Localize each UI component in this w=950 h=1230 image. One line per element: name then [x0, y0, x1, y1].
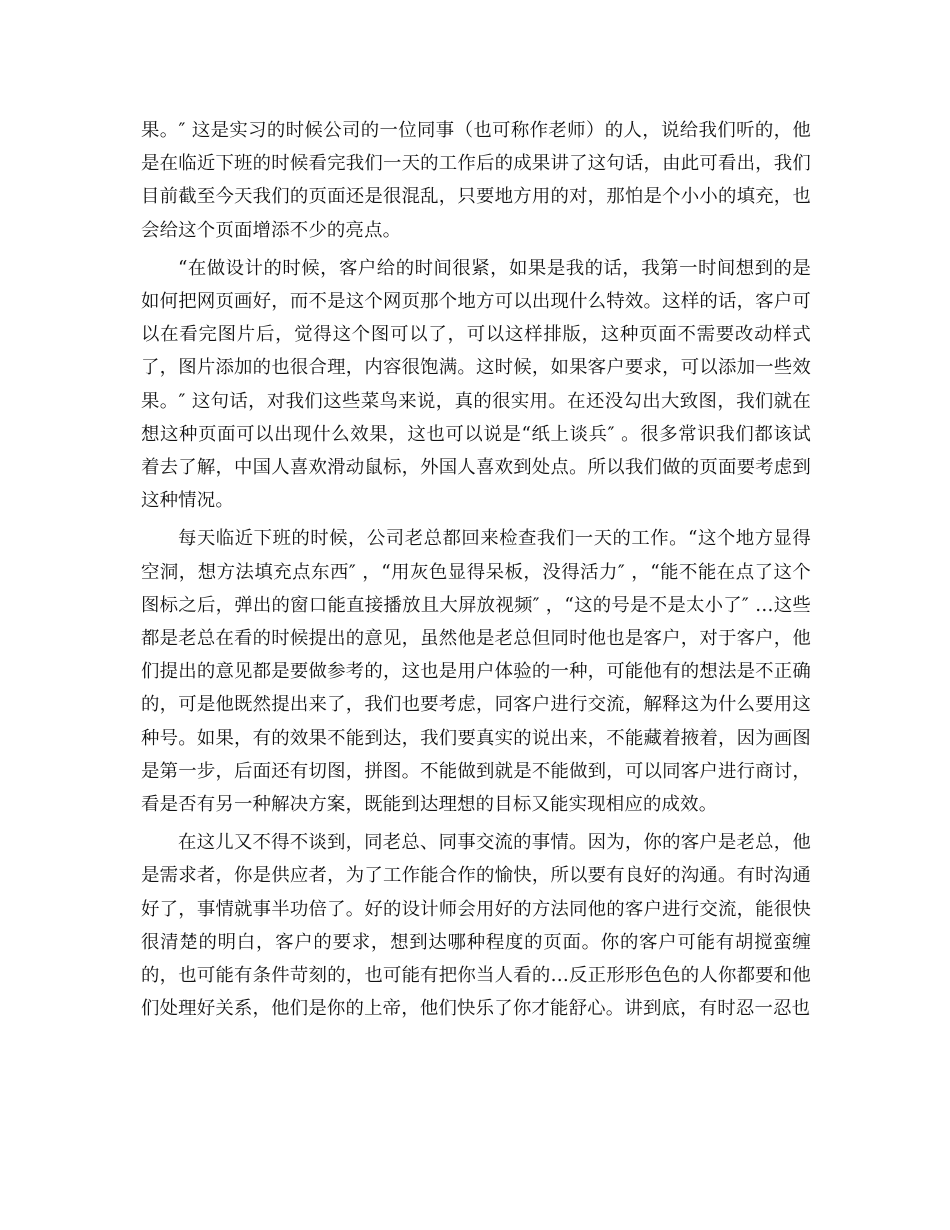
paragraph: 在这儿又不得不谈到，同老总、同事交流的事情。因为，你的客户是老总，他是需求者，你是供应者，为了工作能合作的愉快，所以要有良好的沟通。有时沟通好了，事情就事半功倍了。好的设计师会用好的方法同他的客户进行交流，能很快很清楚的明白，客户的要求，想到达哪种程度的页面。你的客户可能有胡搅蛮缠的，也可能有条件苛刻的，也可能有把你当人看的…反正形形色色的人你都要和他们处理好关系，他们是你的上帝，他们快乐了你才能舒心。讲到底，有时忍一忍也 — [141, 832, 811, 1020]
paragraph-continuation: 果。″ 这是实习的时候公司的一位同事（也可称作老师）的人，说给我们听的，他是在临近下班的时候看完我们一天的工作后的成果讲了这句话，由此可看出，我们目前截至今天我们的页面还是很混乱，只要地方用的对，那怕是个小小的填充，也会给这个页面增添不少的亮点。 — [141, 120, 811, 241]
paragraph: 每天临近下班的时候，公司老总都回来检查我们一天的工作。“这个地方显得空洞，想方法填充点东西″ ，“用灰色显得呆板，没得活力″ ，“能不能在点了这个图标之后，弹出的窗口能直接播放且大屏放视频″ ，“这的号是不是太小了″ …这些都是老总在看的时候提出的意见，虽然他是老总但同时他也是客户，对于客户，他们提出的意见都是要做参考的，这也是用户体验的一种，可能他有的想法是不正确的，可是他既然提出来了，我们也要考虑，同客户进行交流，解释这为什么要用这种号。如果，有的效果不能到达，我们要真实的说出来，不能藏着掖着，因为画图是第一步，后面还有切图，拼图。不能做到就是不能做到，可以同客户进行商讨，看是否有另一种解决方案，既能到达理想的目标又能实现相应的成效。 — [141, 528, 811, 816]
paragraph: “在做设计的时候，客户给的时间很紧，如果是我的话，我第一时间想到的是如何把网页画好，而不是这个网页那个地方可以出现什么特效。这样的话，客户可以在看完图片后，觉得这个图可以了，可以这样排版，这种页面不需要改动样式了，图片添加的也很合理，内容很饱满。这时候，如果客户要求，可以添加一些效果。″ 这句话，对我们这些菜鸟来说，真的很实用。在还没勾出大致图，我们就在想这种页面可以出现什么效果，这也可以说是“纸上谈兵″ 。很多常识我们都该试着去了解，中国人喜欢滑动鼠标，外国人喜欢到处点。所以我们做的页面要考虑到这种情况。 — [141, 257, 811, 512]
document-body — [141, 114, 811, 1030]
